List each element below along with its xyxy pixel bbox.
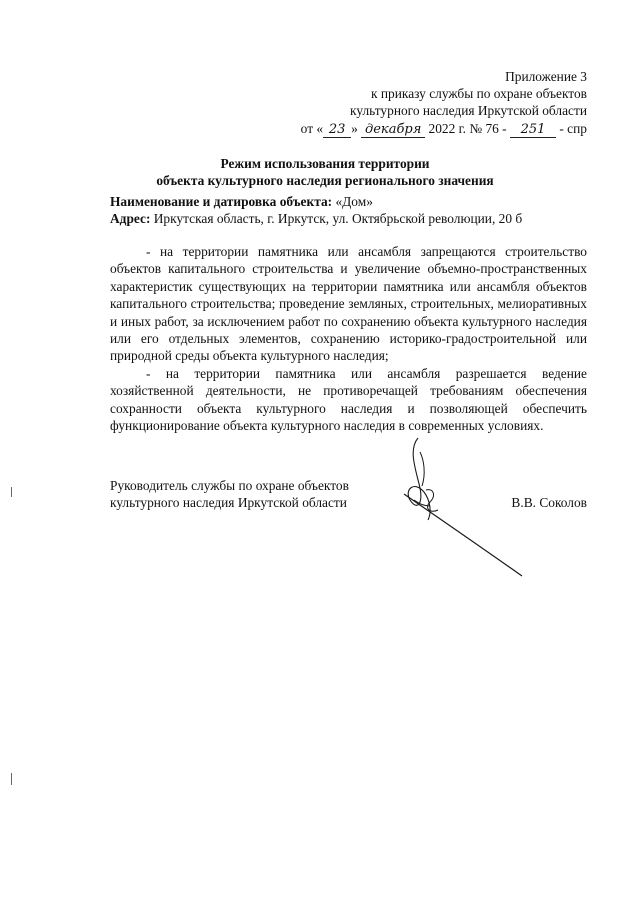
object-name-label: Наименование и датировка объекта: [110,194,333,209]
appendix-authority: культурного наследия Иркутской области [350,103,587,119]
order-suffix: - спр [559,120,587,136]
object-name-row [110,193,590,210]
appendix-order-ref: к приказу службы по охране объектов [371,86,587,102]
order-day-handwritten: 23 [323,123,351,138]
signer-position [110,477,349,511]
regime-paragraph-permissions: - на территории памятника или ансамбля разрешается ведение хозяйственной деятельности, не противоречащей требованиям обеспечения сохранности объекта культурного наследия и позволяющей обеспечить функционирование объекта культурного наследия в современных условиях. [110,365,587,434]
order-quote-close: » [351,120,358,136]
order-date-line [247,120,587,138]
object-address-value: Иркутская область, г. Иркутск, ул. Октябрьской революции, 20 б [153,211,523,227]
object-address-label: Адрес: [110,211,151,227]
signer-name: В.В. Соколов [511,495,587,510]
order-prefix: от « [300,120,324,136]
appendix-number: Приложение 3 [505,69,587,84]
object-info [110,193,590,227]
object-address-row [110,210,590,227]
document-title [90,155,560,189]
title-line-2: объекта культурного наследия регионального значения [156,173,494,189]
scan-edge-mark [11,487,12,497]
handwritten-signature [390,430,530,580]
regime-paragraph-prohibitions: - на территории памятника или ансамбля запрещаются строительство объектов капитального строительства и увеличение объемно-пространственных характеристик существующих на территории памятника или ансамбля объектов капитального строительства; проведение земляных, строительных, мелиоративных и иных работ, за исключением работ по сохранению объекта культурного наследия или его отдельных элементов, сохранению историко-градостроительной или природной среды объекта культурного наследия; [110,244,587,364]
title-line-1: Режим использования территории [220,156,430,171]
regime-text [110,243,587,434]
order-year-text: 2022 г. № 76 - [428,120,507,136]
appendix-header [247,68,587,138]
object-name-value: «Дом» [335,194,373,209]
signer-position-line-1: Руководитель службы по охране объектов [110,478,349,493]
signer-position-line-2: культурного наследия Иркутской области [110,495,347,511]
scan-edge-mark [11,773,12,785]
order-month-handwritten: декабря [361,123,425,138]
order-number-handwritten: 251 [510,123,556,138]
